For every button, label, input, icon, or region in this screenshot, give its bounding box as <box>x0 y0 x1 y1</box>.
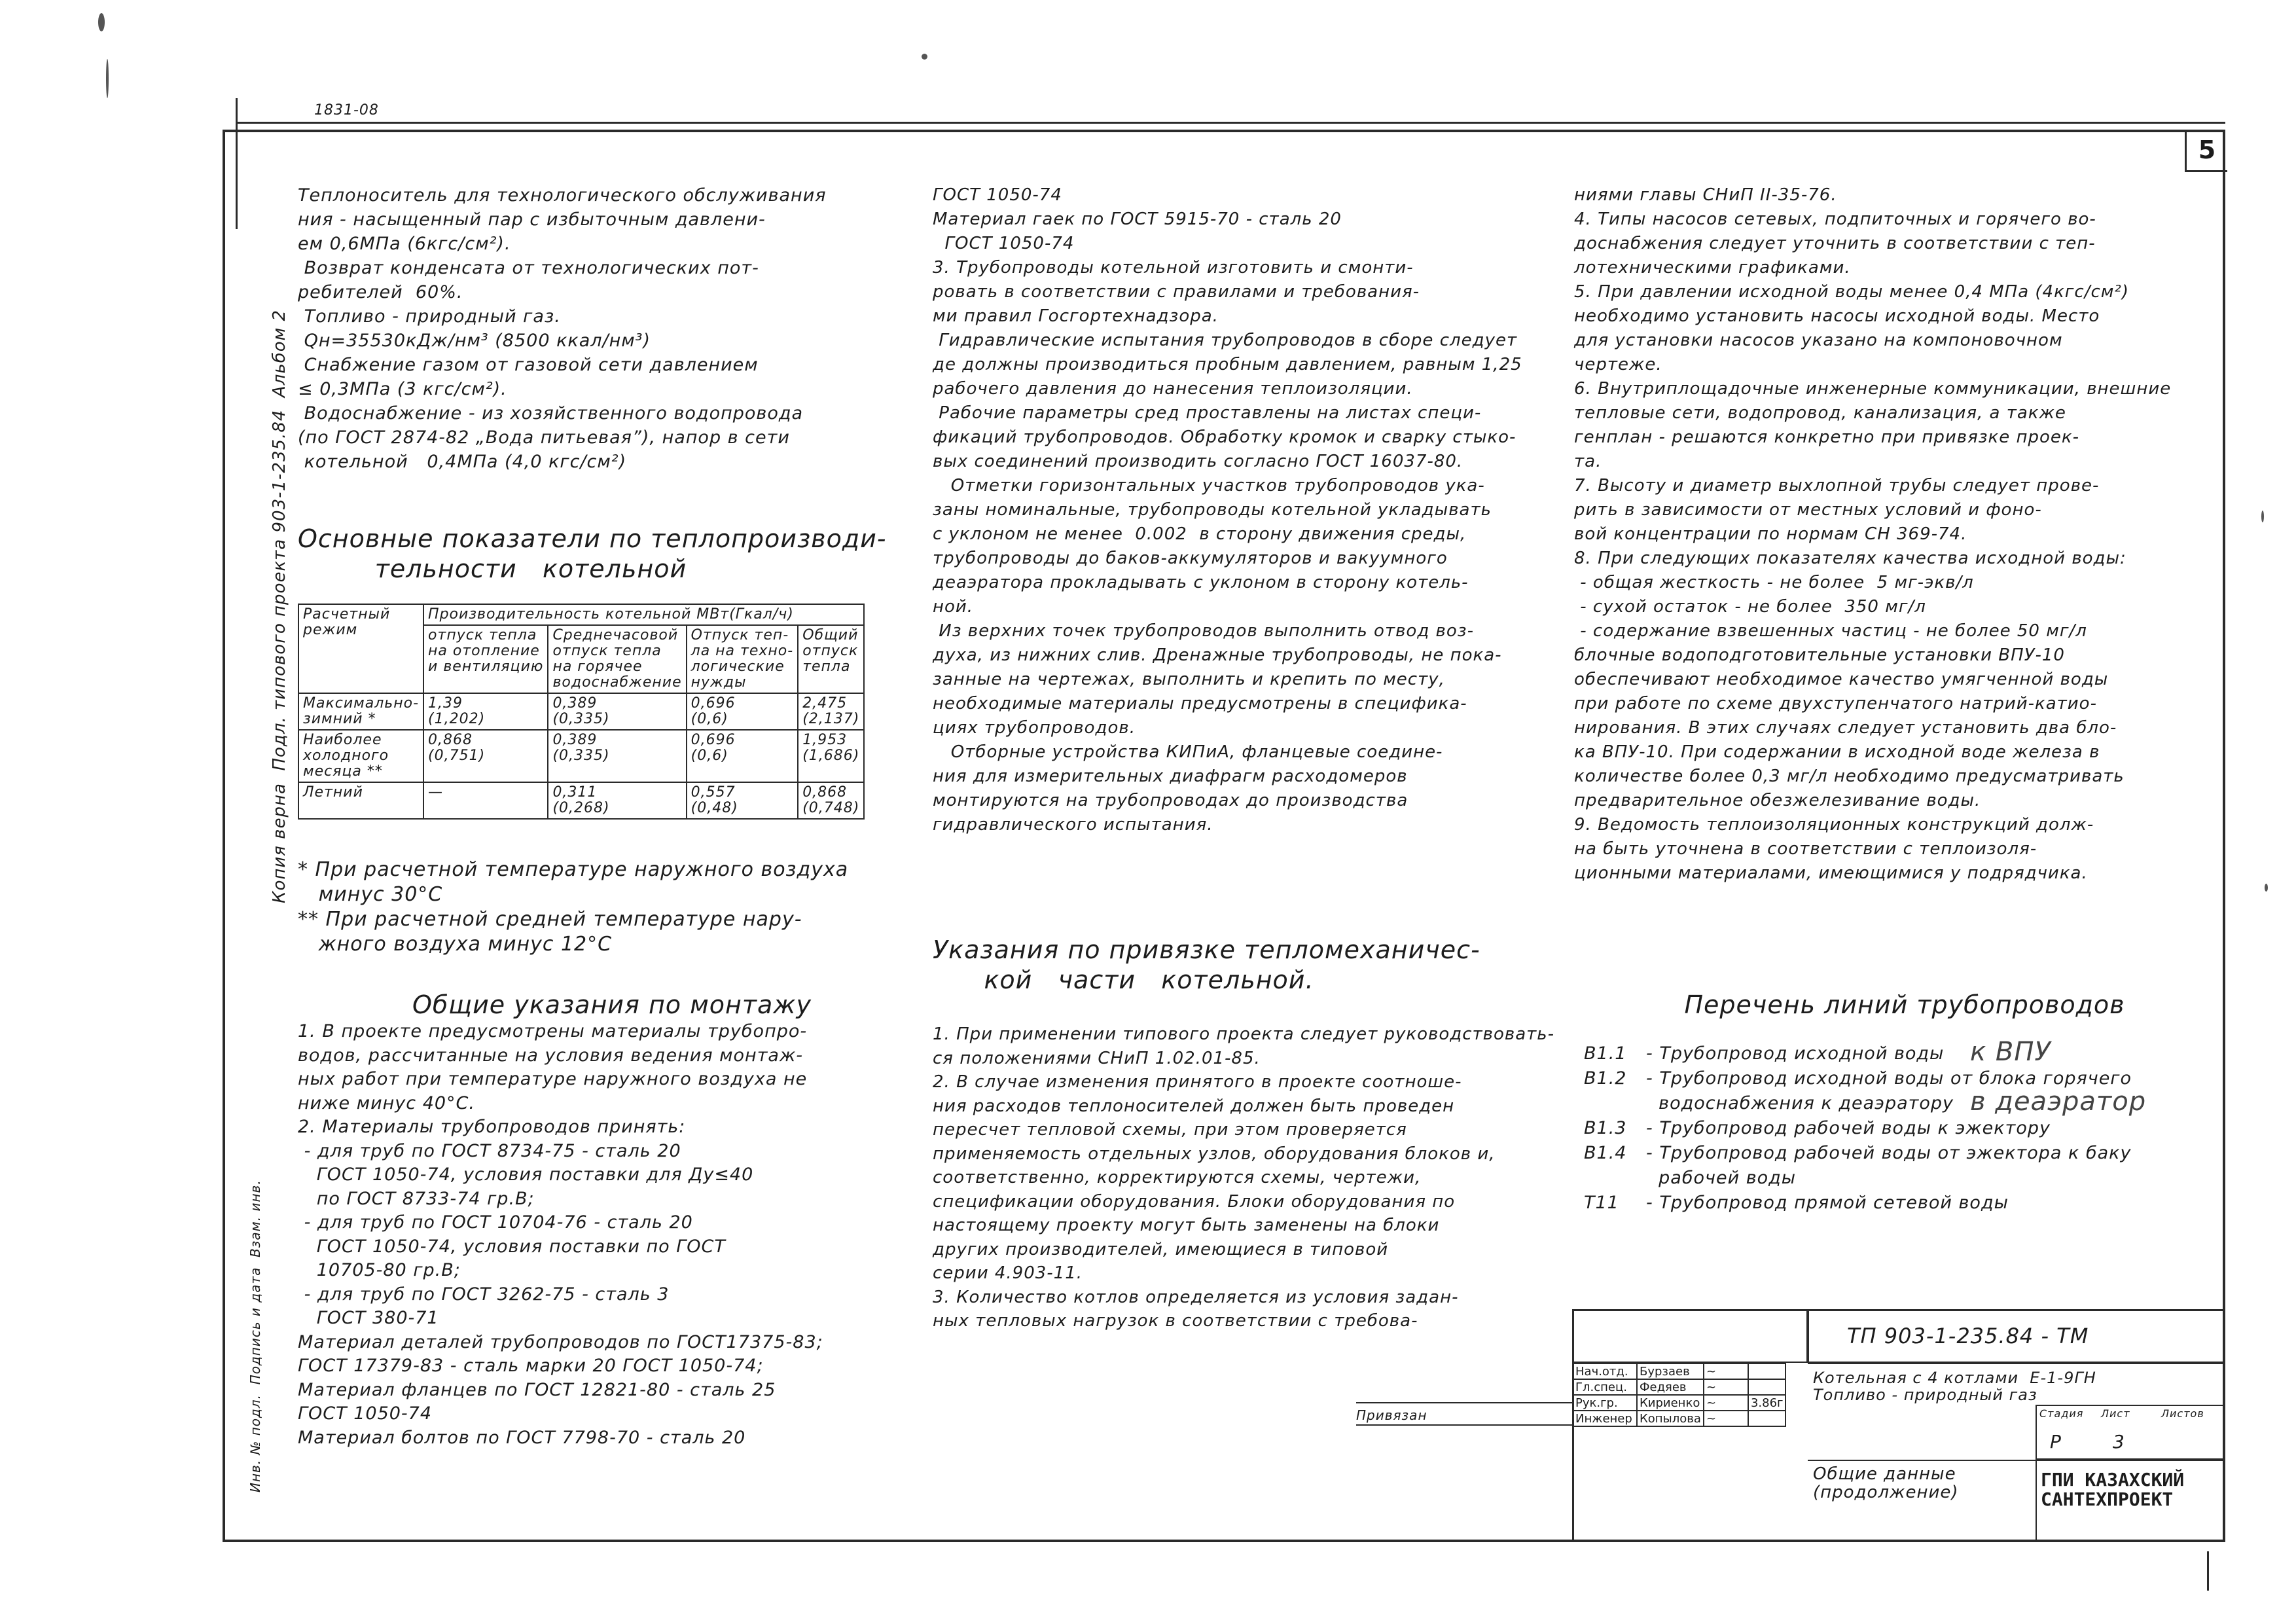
text-line: ных тепловых нагрузок в соответствии с требова- <box>933 1311 1418 1331</box>
text-line: 1. В проекте предусмотрены материалы трубопро- <box>298 1021 808 1041</box>
right-text <box>1574 183 2171 886</box>
text-line: 3. Трубопроводы котельной изготовить и смонти- <box>933 258 1414 278</box>
side-vertical-text: Копия верна Подл. типового проекта 903-1-235.84 Альбом 2 <box>270 309 289 903</box>
binding-line <box>1356 1424 1572 1426</box>
cell-steam: 0,696 (0,6) <box>687 730 798 782</box>
text-line: ГОСТ 1050-74, условия поставки для Ду≤40 <box>298 1164 754 1185</box>
text-line: лотехническими графиками. <box>1574 258 1851 278</box>
sign-date <box>1748 1411 1786 1426</box>
text-line: водов, рассчитанные на условия ведения монтаж- <box>298 1045 804 1066</box>
sheets-label: Листов <box>2161 1407 2204 1420</box>
cell-steam: 0,557 (0,48) <box>687 782 798 819</box>
doc-code: ТП 903-1-235.84 - ТМ <box>1847 1324 2089 1348</box>
scan-artifact <box>2261 511 2264 522</box>
cell-steam: 0,696 (0,6) <box>687 693 798 730</box>
text-line: 1. При применении типового проекта следует руководствовать- <box>933 1024 1554 1044</box>
pipe-description: водоснабжения к деаэратору <box>1646 1093 1954 1113</box>
text-line: - для труб по ГОСТ 10704-76 - сталь 20 <box>298 1212 693 1233</box>
signature-table <box>1572 1363 1786 1427</box>
pipe-code: В1.2 <box>1584 1068 1627 1089</box>
organization: ГПИ КАЗАХСКИЙ САНТЕХПРОЕКТ <box>2041 1469 2185 1510</box>
text-line: Из верхних точек трубопроводов выполнить отвод воз- <box>933 621 1474 641</box>
sign-date: 3.86г <box>1748 1395 1786 1411</box>
top-note: 1831-08 <box>314 102 379 118</box>
sheet-value: 3 <box>2113 1431 2125 1453</box>
signer-name: Федяев <box>1637 1379 1704 1395</box>
text-line: соответственно, корректируются схемы, чертежи, <box>933 1168 1422 1187</box>
text-line: ≤ 0,3МПа (3 кгс/см²). <box>298 379 507 399</box>
text-line: Рабочие параметры сред проставлены на листах специ- <box>933 403 1482 423</box>
text-line: 2. В случае изменения принятого в проекте соотноше- <box>933 1072 1462 1092</box>
text-line: рить в зависимости от местных условий и фоно- <box>1574 500 2042 520</box>
cell-total: 0,868 (0,748) <box>798 782 864 819</box>
text-line: ребителей 60%. <box>298 282 463 302</box>
cell-regime: Наиболее холодного месяца ** <box>298 730 423 782</box>
install-text <box>298 1020 823 1450</box>
sheet-top-line <box>236 122 2225 124</box>
text-line: Материал гаек по ГОСТ 5915-70 - сталь 20 <box>933 209 1342 229</box>
scan-artifact <box>98 13 105 31</box>
text-line: рабочего давления до нанесения теплоизоляции. <box>933 379 1413 399</box>
cell-hot-water: 0,389 (0,335) <box>548 730 686 782</box>
pipe-description: - Трубопровод рабочей воды от эжектора к баку <box>1646 1143 2132 1163</box>
text-line: ГОСТ 1050-74, условия поставки по ГОСТ <box>298 1236 726 1257</box>
text-line: ниже минус 40°С. <box>298 1092 475 1113</box>
pipe-description: - Трубопровод рабочей воды к эжектору <box>1646 1118 2051 1138</box>
binding-line <box>1356 1402 1572 1403</box>
text-line: при работе по схеме двухступенчатого натрий-катио- <box>1574 694 2097 713</box>
project-title: Котельная с 4 котлами Е-1-9ГН Топливо - природный газ <box>1813 1369 2096 1404</box>
text-line: 7. Высоту и диаметр выхлопной трубы следует прове- <box>1574 476 2100 496</box>
sign-date <box>1748 1379 1786 1395</box>
text-line: Qн=35530кДж/нм³ (8500 ккал/нм³) <box>298 331 651 351</box>
text-line: котельной 0,4МПа (4,0 кгс/см²) <box>298 452 627 472</box>
text-line: минус 30°С <box>298 883 443 906</box>
text-line: 3. Количество котлов определяется из условия задан- <box>933 1287 1459 1307</box>
cell-heat: 0,868 (0,751) <box>423 730 548 782</box>
text-line: доснабжения следует уточнить в соответствии с теп- <box>1574 234 2096 253</box>
text-line: Отборные устройства КИПиА, фланцевые соедине- <box>933 742 1443 762</box>
text-line: 9. Ведомость теплоизоляционных конструкций долж- <box>1574 815 2094 835</box>
sheet-title: Общие данные (продолжение) <box>1813 1464 1959 1502</box>
pipe-description: - Трубопровод исходной воды <box>1646 1043 1945 1064</box>
cell-regime: Летний <box>298 782 423 819</box>
text-line: ния для измерительных диафрагм расходомеров <box>933 767 1408 786</box>
text-line: гидравлического испытания. <box>933 815 1213 835</box>
text-line: ГОСТ 1050-74 <box>298 1403 433 1424</box>
text-line: других производителей, имеющиеся в типовой <box>933 1239 1389 1259</box>
cell-hot-water: 0,311 (0,268) <box>548 782 686 819</box>
text-line: духа, из нижних слив. Дренажные трубопроводы, не пока- <box>933 645 1502 665</box>
signer-name: Копылова <box>1637 1411 1704 1426</box>
text-line: вых соединений производить согласно ГОСТ 16037-80. <box>933 452 1463 471</box>
table-header-group: Производительность котельной МВт(Гкал/ч) <box>423 604 864 625</box>
stage-value: Р <box>2050 1431 2062 1453</box>
text-line: ми правил Госгортехнадзора. <box>933 306 1219 326</box>
text-line: необходимо установить насосы исходной воды. Место <box>1574 306 2100 326</box>
text-line: нирования. В этих случаях следует установить два бло- <box>1574 718 2117 738</box>
stage-label: Стадия <box>2039 1407 2084 1420</box>
text-line: фикаций трубопроводов. Обработку кромок и сварку стыко- <box>933 427 1516 447</box>
role: Нач.отд. <box>1573 1363 1637 1379</box>
col-regime: Расчетный режим <box>298 604 423 693</box>
role: Рук.гр. <box>1573 1395 1637 1411</box>
pipe-description: - Трубопровод прямой сетевой воды <box>1646 1193 2009 1213</box>
signature: ~ <box>1704 1379 1748 1395</box>
text-line: * При расчетной температуре наружного воздуха <box>298 858 849 881</box>
signer-name: Бурзаев <box>1637 1363 1704 1379</box>
text-line: ГОСТ 1050-74 <box>933 185 1062 205</box>
text-line: спецификации оборудования. Блоки оборудования по <box>933 1191 1456 1212</box>
text-line: с уклоном не менее 0.002 в сторону движения среды, <box>933 524 1467 544</box>
text-line: ся положениями СНиП 1.02.01-85. <box>933 1048 1261 1068</box>
text-line: ГОСТ 380-71 <box>298 1308 439 1328</box>
table-row <box>298 782 864 819</box>
install-title: Общие указания по монтажу <box>412 990 812 1019</box>
cell-total: 2,475 (2,137) <box>798 693 864 730</box>
text-line: вой концентрации по нормам СН 369-74. <box>1574 524 1967 544</box>
side-vertical-bottom: Инв. № подл. Подпись и дата Взам. инв. <box>247 1180 263 1492</box>
text-line: блочные водоподготовительные установки ВПУ-10 <box>1574 645 2065 665</box>
signer-name: Кириенко <box>1637 1395 1704 1411</box>
text-line: для установки насосов указано на компоновочном <box>1574 331 2063 350</box>
pipe-code: В1.4 <box>1584 1143 1627 1163</box>
signature: ~ <box>1704 1363 1748 1379</box>
performance-table <box>298 604 865 820</box>
pipe-code: Т11 <box>1584 1193 1619 1213</box>
text-line: тепловые сети, водопровод, канализация, а также <box>1574 403 2066 423</box>
signature: ~ <box>1704 1395 1748 1411</box>
sheet-margin-line <box>2207 1551 2209 1591</box>
text-line: деаэратора прокладывать с уклоном в сторону котель- <box>933 573 1469 592</box>
text-line: количестве более 0,3 мг/л необходимо предусматривать <box>1574 767 2125 786</box>
pipe-code: В1.3 <box>1584 1118 1627 1138</box>
text-line: Возврат конденсата от технологических пот- <box>298 258 759 278</box>
text-line: жного воздуха минус 12°С <box>298 933 613 956</box>
table-notes <box>298 857 848 957</box>
page-number: 5 <box>2185 130 2227 172</box>
pipe-description: рабочей воды <box>1646 1168 1797 1188</box>
text-line: 8. При следующих показателях качества исходной воды: <box>1574 549 2126 568</box>
text-line: Снабжение газом от газовой сети давлением <box>298 355 759 375</box>
text-line: монтируются на трубопроводах до производства <box>933 791 1408 810</box>
text-line: де должны производиться пробным давлением, равным 1,25 <box>933 355 1522 374</box>
pipe-code: В1.1 <box>1584 1043 1627 1064</box>
cell-hot-water: 0,389 (0,335) <box>548 693 686 730</box>
text-line: 6. Внутриплощадочные инженерные коммуникации, внешние <box>1574 379 2172 399</box>
text-line: - для труб по ГОСТ 8734-75 - сталь 20 <box>298 1140 681 1161</box>
text-line: пересчет тепловой схемы, при этом проверяется <box>933 1120 1407 1140</box>
role: Гл.спец. <box>1573 1379 1637 1395</box>
binding-title: Указания по привязке тепломеханичес- кой части котельной. <box>933 935 1480 994</box>
cell-heat: 1,39 (1,202) <box>423 693 548 730</box>
text-line: Гидравлические испытания трубопроводов в сборе следует <box>933 331 1518 350</box>
text-line: заны номинальные, трубопроводы котельной укладывать <box>933 500 1492 520</box>
divider <box>1808 1363 2225 1364</box>
sheet-label: Лист <box>2101 1407 2130 1420</box>
text-line: Отметки горизонтальных участков трубопроводов ука- <box>933 476 1485 496</box>
text-line: ка ВПУ-10. При содержании в исходной воде железа в <box>1574 742 2100 762</box>
title-block <box>1356 1309 2225 1542</box>
text-line: по ГОСТ 8733-74 гр.В; <box>298 1188 535 1209</box>
text-line: ния - насыщенный пар с избыточным давлени- <box>298 209 766 230</box>
text-line: 2. Материалы трубопроводов принять: <box>298 1117 686 1137</box>
text-line: настоящему проекту могут быть заменены на блоки <box>933 1216 1440 1235</box>
text-line: ния расходов теплоносителей должен быть проведен <box>933 1096 1455 1116</box>
text-line: ГОСТ 17379-83 - сталь марки 20 ГОСТ 1050-74; <box>298 1356 764 1376</box>
scan-artifact <box>922 54 927 60</box>
text-line: ГОСТ 1050-74 <box>933 234 1075 253</box>
col-total: Общий отпуск тепла <box>798 625 864 693</box>
cell-total: 1,953 (1,686) <box>798 730 864 782</box>
scan-artifact <box>2265 884 2268 892</box>
text-line: генплан - решаются конкретно при привязке проек- <box>1574 427 2080 447</box>
text-line: занные на чертежах, выполнить и крепить по месту, <box>933 670 1445 689</box>
text-line: (по ГОСТ 2874-82 „Вода питьевая”), напор в сети <box>298 427 790 448</box>
scan-artifact <box>106 59 109 98</box>
text-line: ем 0,6МПа (6кгс/см²). <box>298 234 511 254</box>
text-line: Водоснабжение - из хозяйственного водопровода <box>298 403 804 424</box>
pipe-handwritten-note: в деаэратор <box>1970 1087 2147 1117</box>
text-line: та. <box>1574 452 1602 471</box>
text-line: чертеже. <box>1574 355 1662 374</box>
pipe-list-title: Перечень линий трубопроводов <box>1684 990 2125 1019</box>
text-line: серии 4.903-11. <box>933 1263 1083 1283</box>
middle-text <box>933 183 1522 837</box>
text-line: ** При расчетной средней температуре нару- <box>298 908 802 931</box>
left-intro-text <box>298 183 826 474</box>
text-line: ной. <box>933 597 974 617</box>
text-line: применяемость отдельных узлов, оборудования блоков и, <box>933 1144 1496 1164</box>
text-line: обеспечивают необходимое качество умягченной воды <box>1574 670 2109 689</box>
pipe-description: - Трубопровод исходной воды от блока горячего <box>1646 1068 2132 1089</box>
text-line: трубопроводы до баков-аккумуляторов и вакуумного <box>933 549 1448 568</box>
text-line: 4. Типы насосов сетевых, подпиточных и горячего во- <box>1574 209 2096 229</box>
binding-label: Привязан <box>1356 1407 1427 1423</box>
text-line: ционными материалами, имеющимися у подрядчика. <box>1574 863 2088 883</box>
text-line: - для труб по ГОСТ 3262-75 - сталь 3 <box>298 1284 670 1305</box>
text-line: Теплоноситель для технологического обслуживания <box>298 185 827 206</box>
text-line: ных работ при температуре наружного воздуха не <box>298 1069 808 1089</box>
cell-heat: — <box>423 782 548 819</box>
pipe-handwritten-note: к ВПУ <box>1970 1037 2051 1067</box>
performance-title: Основные показатели по теплопроизводи- тельности котельной <box>298 524 887 583</box>
sign-date <box>1748 1363 1786 1379</box>
text-line: - сухой остаток - не более 350 мг/л <box>1574 597 1926 617</box>
text-line: на быть уточнена в соответствии с теплоизоля- <box>1574 839 2037 859</box>
title-block-empty <box>1572 1309 1808 1363</box>
col-hot-water: Среднечасовой отпуск тепла на горячее водоснабжение <box>548 625 686 693</box>
table-row <box>298 730 864 782</box>
binding-text <box>933 1022 1554 1333</box>
text-line: 10705-80 гр.В; <box>298 1260 461 1280</box>
cell-regime: Максимально- зимний * <box>298 693 423 730</box>
text-line: - содержание взвешенных частиц - не более 50 мг/л <box>1574 621 2087 641</box>
text-line: Материал фланцев по ГОСТ 12821-80 - сталь 25 <box>298 1379 776 1400</box>
signature: ~ <box>1704 1411 1748 1426</box>
role: Инженер <box>1573 1411 1637 1426</box>
text-line: предварительное обезжелезивание воды. <box>1574 791 1981 810</box>
text-line: необходимые материалы предусмотрены в специфика- <box>933 694 1467 713</box>
text-line: Материал деталей трубопроводов по ГОСТ17375-83; <box>298 1331 823 1352</box>
col-steam: Отпуск теп- ла на техно- логические нужды <box>687 625 798 693</box>
text-line: 5. При давлении исходной воды менее 0,4 МПа (4кгс/см²) <box>1574 282 2129 302</box>
text-line: Материал болтов по ГОСТ 7798-70 - сталь 20 <box>298 1427 746 1448</box>
text-line: ниями главы СНиП II-35-76. <box>1574 185 1837 205</box>
table-row <box>298 693 864 730</box>
text-line: Топливо - природный газ. <box>298 306 561 327</box>
text-line: циях трубопроводов. <box>933 718 1136 738</box>
col-heat: отпуск тепла на отопление и вентиляцию <box>423 625 548 693</box>
text-line: - общая жесткость - не более 5 мг-экв/л <box>1574 573 1974 592</box>
text-line: ровать в соответствии с правилами и требования- <box>933 282 1420 302</box>
